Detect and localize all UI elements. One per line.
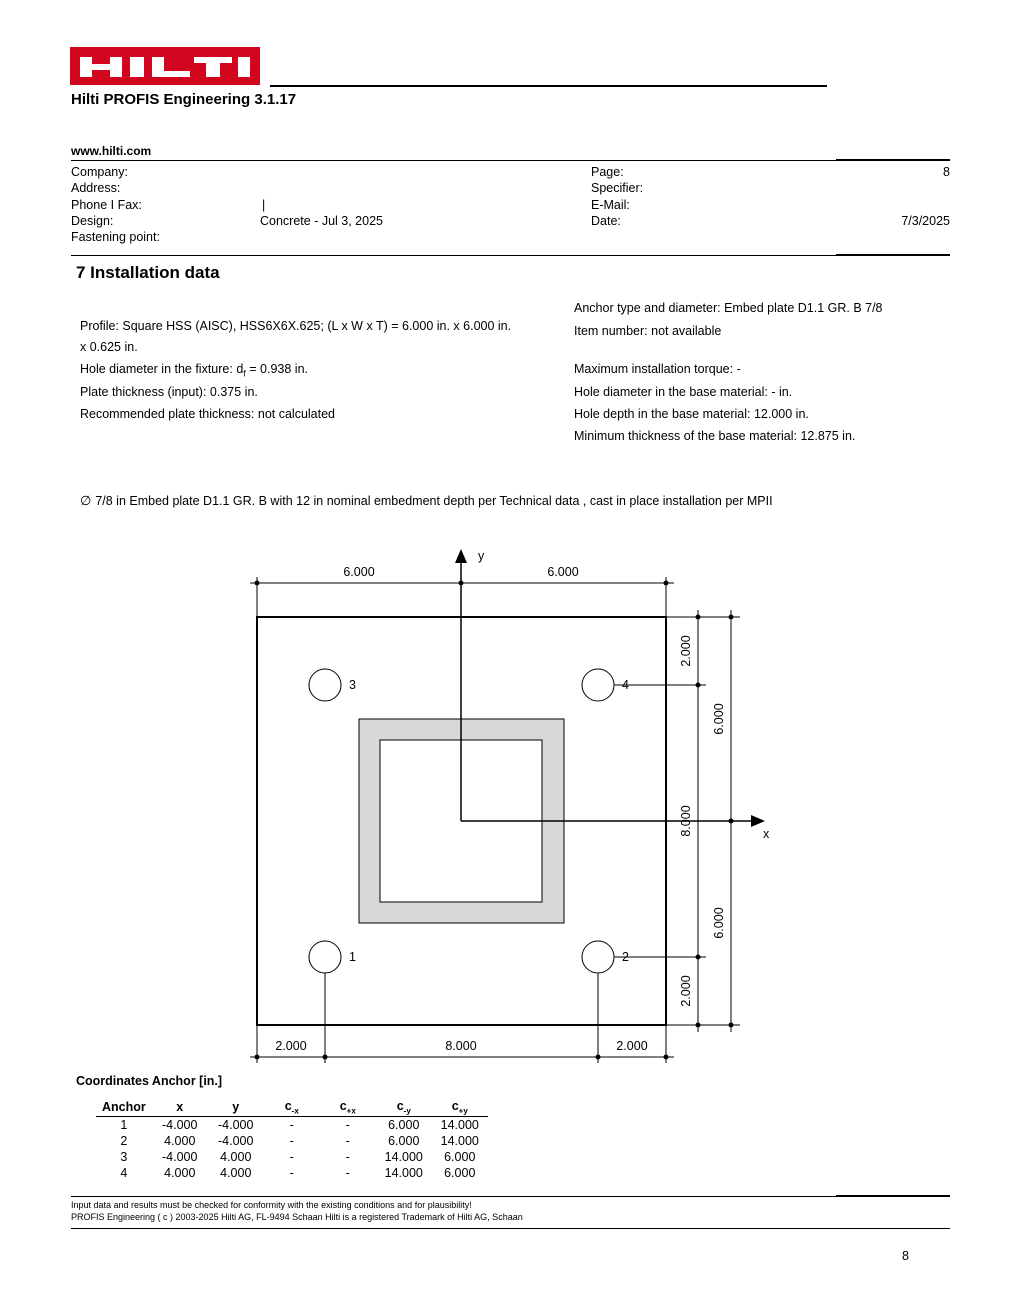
col-c-minus-y: $c_{-y}$ — [396, 1098, 411, 1116]
table-row: 1 -4.000 -4.000 - - 6.000 14.000 — [120, 1118, 479, 1132]
bottom-dim-right: 2.000 — [616, 1039, 648, 1053]
col-c-minus-x: $c_{-x}$ — [284, 1098, 299, 1116]
anchor-4-circle — [582, 669, 614, 701]
bottom-dim-left: 2.000 — [275, 1039, 307, 1053]
hole-depth: Hole depth in the base material: 12.000 in. — [574, 407, 809, 421]
anchor-4-label: 4 — [622, 678, 629, 692]
profile-line-1: Profile: Square HSS (AISC), HSS6X6X.625; (L x W x T) = 6.000 in. x 6.000 in. — [80, 319, 512, 333]
installation-note-text: 7/8 in Embed plate D1.1 GR. B with 12 in nominal embedment depth per Technical data , cast in place installation per MPII — [95, 494, 773, 508]
item-number: Item number: not available — [574, 324, 722, 338]
anchor-1-label: 1 — [349, 950, 356, 964]
hole-diameter-suffix: = 0.938 in. — [245, 362, 308, 376]
design-value: Concrete - Jul 3, 2025 — [260, 213, 383, 228]
product-name: Hilti PROFIS Engineering 3.1.17 — [71, 91, 297, 108]
section-title: 7 Installation data — [76, 263, 220, 282]
col-y: y — [232, 1100, 240, 1114]
col-anchor: Anchor — [102, 1100, 146, 1114]
anchor-type: Anchor type and diameter: Embed plate D1.1 GR. B 7/8 — [574, 301, 883, 315]
recommended-thickness: Recommended plate thickness: not calculated — [80, 407, 336, 421]
bottom-dim-middle: 8.000 — [445, 1039, 477, 1053]
y-axis-arrow — [455, 549, 467, 563]
phone-label: Phone I Fax: — [71, 197, 142, 212]
footer-top-rule-accent — [836, 1195, 950, 1197]
footer-top-rule — [71, 1196, 950, 1197]
diameter-icon: ∅ — [80, 493, 92, 508]
date-label: Date: — [591, 213, 621, 228]
coordinates-table — [96, 1098, 488, 1181]
table-row: 4 4.000 4.000 - - 14.000 6.000 — [120, 1166, 476, 1180]
table-row: 2 4.000 -4.000 - - 6.000 14.000 — [120, 1134, 479, 1148]
page-value: 8 — [943, 165, 950, 179]
top-dim-right: 6.000 — [547, 565, 579, 579]
profile-line-2: x 0.625 in. — [80, 340, 138, 354]
table-row: 3 -4.000 4.000 - - 14.000 6.000 — [120, 1150, 476, 1164]
anchor-3-circle — [309, 669, 341, 701]
hole-diameter-subscript: f — [243, 368, 246, 379]
page-number: 8 — [902, 1249, 909, 1263]
company-label: Company: — [71, 165, 128, 179]
coordinates-title: Coordinates Anchor [in.] — [76, 1074, 223, 1088]
anchor-3-label: 3 — [349, 678, 356, 692]
footer-bottom-rule — [71, 1228, 950, 1229]
anchor-2-label: 2 — [622, 950, 629, 964]
right-inner-dim-middle: 8.000 — [679, 805, 693, 837]
right-inner-dim-bottom: 2.000 — [679, 975, 693, 1007]
hole-diameter-base: Hole diameter in the base material: - in. — [574, 385, 793, 399]
footer-copyright: PROFIS Engineering ( c ) 2003-2025 Hilti AG, FL-9494 Schaan Hilti is a registered Trademark of Hilti AG, Schaan — [71, 1212, 523, 1222]
page-label: Page: — [591, 165, 624, 179]
website[interactable]: www.hilti.com — [71, 144, 152, 158]
footer-disclaimer: Input data and results must be checked for conformity with the existing conditions and for plausibility! — [71, 1200, 472, 1210]
col-x: x — [176, 1100, 184, 1114]
fastening-label: Fastening point: — [71, 230, 160, 245]
anchor-1-circle — [309, 941, 341, 973]
design-label: Design: — [71, 213, 114, 228]
x-axis-arrow — [751, 815, 765, 827]
x-axis-label: x — [763, 827, 770, 841]
phone-separator: | — [262, 197, 266, 212]
right-outer-dim-bottom: 6.000 — [712, 907, 726, 939]
right-outer-dim-top: 6.000 — [712, 703, 726, 735]
plate-thickness: Plate thickness (input): 0.375 in. — [80, 385, 258, 399]
address-label: Address: — [71, 181, 121, 196]
anchor-2-circle — [582, 941, 614, 973]
min-thickness: Minimum thickness of the base material: 12.875 in. — [574, 429, 856, 443]
top-dim-left: 6.000 — [343, 565, 375, 579]
right-inner-dim-top: 2.000 — [679, 635, 693, 667]
y-axis-label: y — [478, 549, 485, 563]
hole-diameter-prefix: Hole diameter in the fixture: d — [80, 362, 244, 376]
email-label: E-Mail: — [591, 197, 630, 212]
date-value: 7/3/2025 — [901, 213, 950, 228]
specifier-label: Specifier: — [591, 181, 644, 196]
col-c-plus-y: $c_{+y}$ — [451, 1098, 468, 1116]
max-torque: Maximum installation torque: - — [574, 362, 741, 376]
col-c-plus-x: $c_{+x}$ — [339, 1098, 356, 1116]
